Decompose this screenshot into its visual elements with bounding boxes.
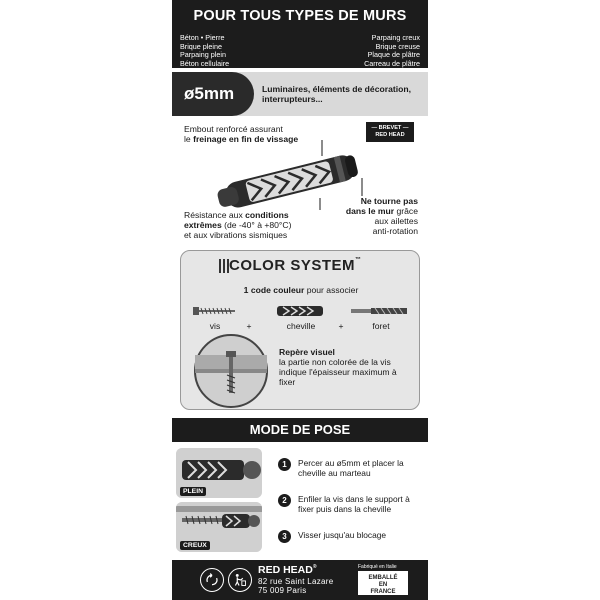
- trademark: ™: [355, 257, 362, 263]
- visual-marker-zoom: [193, 333, 269, 409]
- annotation-text: (de -40° à +80°C): [221, 220, 292, 230]
- header: [172, 0, 428, 68]
- brevet-brand: RED HEAD: [375, 131, 405, 138]
- badge-line: EN: [378, 582, 388, 588]
- item-label-cheville: cheville: [286, 321, 316, 331]
- brevet-line: — BREVET —: [371, 125, 409, 131]
- creux-label: CREUX: [180, 541, 210, 550]
- hollow-walls-list: [364, 34, 420, 68]
- rotation-annotation: [318, 196, 418, 236]
- product-card: [172, 0, 428, 600]
- brand-text: RED HEAD: [258, 564, 313, 576]
- solid-wall-illustration: [176, 448, 262, 498]
- color-system-logo-icon: [219, 259, 229, 273]
- color-system-items: [181, 297, 421, 337]
- annotation-line: aux ailettes: [374, 216, 418, 226]
- annotation-text: grâce: [394, 206, 418, 216]
- solid-walls-list: [180, 34, 229, 68]
- plus-sign: +: [338, 321, 344, 331]
- wall-type: Carreau de plâtre: [364, 58, 420, 68]
- components-illustration: [191, 303, 411, 319]
- annotation-bold: freinage en fin de vissage: [193, 134, 299, 144]
- wall-type: Plaque de plâtre: [367, 50, 420, 60]
- brevet-badge: [366, 122, 414, 142]
- plein-label: PLEIN: [180, 487, 206, 496]
- badge-line: FRANCE: [370, 589, 396, 595]
- brand-name: [258, 564, 317, 576]
- annotation-text: Résistance aux: [184, 210, 246, 220]
- annotation-bold: dans le mur: [345, 206, 395, 216]
- step-text: Enfiler la vis dans le support à fixer puis dans la cheville: [298, 494, 410, 514]
- wall-type: Béton • Pierre: [180, 33, 225, 42]
- annotation-text: le: [184, 134, 194, 144]
- annotation-line: [318, 196, 418, 206]
- packed-in-france-badge: [358, 571, 408, 595]
- color-system-box: [180, 250, 420, 410]
- badge-line: EMBALLÉ: [368, 575, 398, 581]
- visual-marker-text: [279, 347, 414, 387]
- diameter-uses: Luminaires, éléments de décoration, interrupteurs...: [262, 84, 412, 104]
- annotation-bold: extrêmes: [184, 220, 222, 230]
- mode-de-pose-title: MODE DE POSE: [172, 418, 428, 442]
- item-label-vis: vis: [209, 321, 221, 331]
- step-number-badge: 1: [278, 458, 291, 471]
- address-line: 75 009 Paris: [258, 586, 307, 596]
- repere-title: Repère visuel: [279, 347, 335, 357]
- dowel-icon: [277, 306, 323, 316]
- annotation-bold: Ne tourne pas: [360, 196, 418, 206]
- step-number-badge: 3: [278, 530, 291, 543]
- wall-type: Béton cellulaire: [180, 58, 230, 68]
- color-code-caption: [181, 285, 421, 295]
- title-text: COLOR SYSTEM: [229, 257, 356, 274]
- annotation-line: [184, 220, 334, 230]
- color-system-title: [229, 257, 362, 274]
- annotation-line: anti-rotation: [372, 226, 418, 236]
- wall-type: Brique creuse: [375, 41, 420, 51]
- annotation-bold: conditions: [245, 210, 289, 220]
- annotation-line: [184, 210, 334, 220]
- brand-address: [258, 577, 334, 596]
- hollow-wall-illustration: [176, 502, 262, 552]
- screw-icon: [193, 307, 235, 315]
- step-text: Visser jusqu'au blocage: [298, 530, 387, 540]
- step-number-badge: 2: [278, 494, 291, 507]
- header-title: POUR TOUS TYPES DE MURS: [193, 8, 407, 24]
- annotation-line: Embout renforcé assurant: [184, 124, 283, 134]
- address-line: 82 rue Saint Lazare: [258, 577, 334, 586]
- caption-bold: 1 code couleur: [243, 285, 305, 295]
- wall-type: Parpaing creux: [371, 33, 420, 42]
- footer: [172, 560, 428, 600]
- made-in-italy: Fabriqué en Italie: [358, 564, 397, 570]
- resistance-annotation: [184, 210, 334, 240]
- item-label-foret: foret: [372, 321, 390, 331]
- repere-description: la partie non colorée de la vis indique l'épaisseur maximum à fixer: [279, 357, 397, 387]
- wall-type: Parpaing plein: [180, 50, 226, 60]
- annotation-line: [318, 206, 418, 216]
- registered-mark: ®: [312, 564, 317, 570]
- drill-bit-icon: [351, 308, 407, 314]
- tidy-man-icon: [228, 568, 252, 592]
- diameter-label: ø5mm: [172, 72, 254, 116]
- caption-text: pour associer: [304, 285, 359, 295]
- product-section: [172, 116, 428, 246]
- diameter-band: [172, 72, 428, 116]
- recycle-icon: [200, 568, 224, 592]
- plus-sign: +: [246, 321, 252, 331]
- step-text: Percer au ø5mm et placer la cheville au marteau: [298, 458, 404, 478]
- wall-type: Brique pleine: [180, 41, 222, 51]
- annotation-line: et aux vibrations sismiques: [184, 230, 288, 240]
